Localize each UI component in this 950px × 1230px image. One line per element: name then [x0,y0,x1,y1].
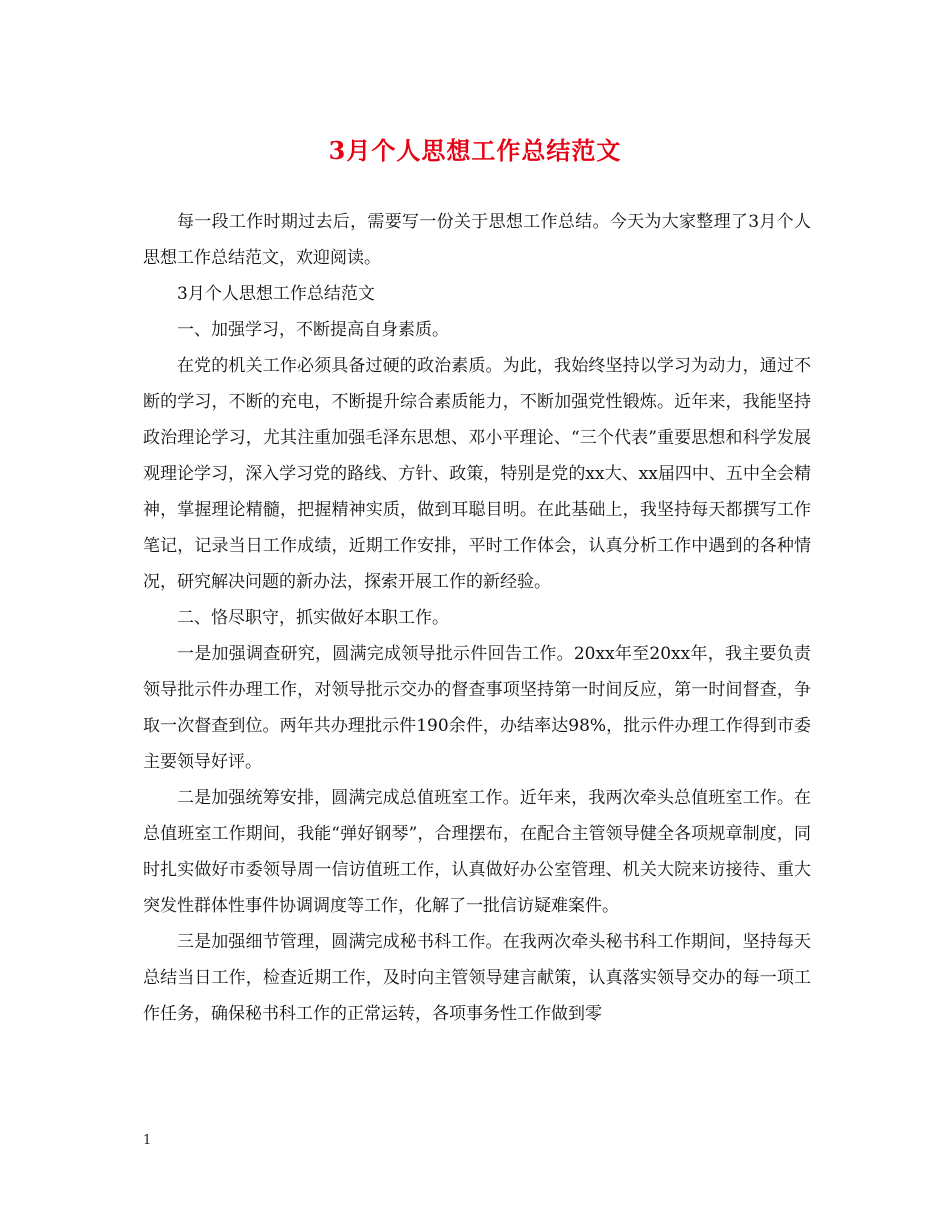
section-heading-2: 二、恪尽职守，抓实做好本职工作。 [177,608,449,628]
page-number: 1 [143,1133,152,1148]
paragraph-intro: 每一段工作时期过去后，需要写一份关于思想工作总结。今天为大家整理了3月个人思想工作总结范文，欢迎阅读。 [143,212,811,268]
section-heading-1: 一、加强学习，不断提高自身素质。 [177,320,449,340]
paragraph-subtitle: 3月个人思想工作总结范文 [177,284,375,304]
document-title: 3月个人思想工作总结范文 [328,136,622,165]
document-body [143,204,811,1032]
paragraph-duty-office: 二是加强统筹安排，圆满完成总值班室工作。近年来，我两次牵头总值班室工作。在总值班室工作期间，我能“弹好钢琴”，合理摆布，在配合主管领导健全各项规章制度，同时扎实做好市委领导周一信访值班工作，认真做好办公室管理、机关大院来访接待、重大突发性群体性事件协调调度等工作，化解了一批信访疑难案件。 [143,788,811,916]
paragraph-instructions: 一是加强调查研究，圆满完成领导批示件回告工作。20xx年至20xx年，我主要负责领导批示件办理工作，对领导批示交办的督查事项坚持第一时间反应，第一时间督查，争取一次督查到位。两年共办理批示件190余件，办结率达98%，批示件办理工作得到市委主要领导好评。 [143,644,811,772]
paragraph-secretariat: 三是加强细节管理，圆满完成秘书科工作。在我两次牵头秘书科工作期间，坚持每天总结当日工作，检查近期工作，及时向主管领导建言献策，认真落实领导交办的每一项工作任务，确保秘书科工作的正常运转，各项事务性工作做到零 [143,932,811,1024]
paragraph-study: 在党的机关工作必须具备过硬的政治素质。为此，我始终坚持以学习为动力，通过不断的学习，不断的充电，不断提升综合素质能力，不断加强党性锻炼。近年来，我能坚持政治理论学习，尤其注重加强毛泽东思想、邓小平理论、“三个代表”重要思想和科学发展观理论学习，深入学习党的路线、方针、政策，特别是党的xx大、xx届四中、五中全会精神，掌握理论精髓，把握精神实质，做到耳聪目明。在此基础上，我坚持每天都撰写工作笔记，记录当日工作成绩，近期工作安排，平时工作体会，认真分析工作中遇到的各种情况，研究解决问题的新办法，探索开展工作的新经验。 [143,356,811,592]
